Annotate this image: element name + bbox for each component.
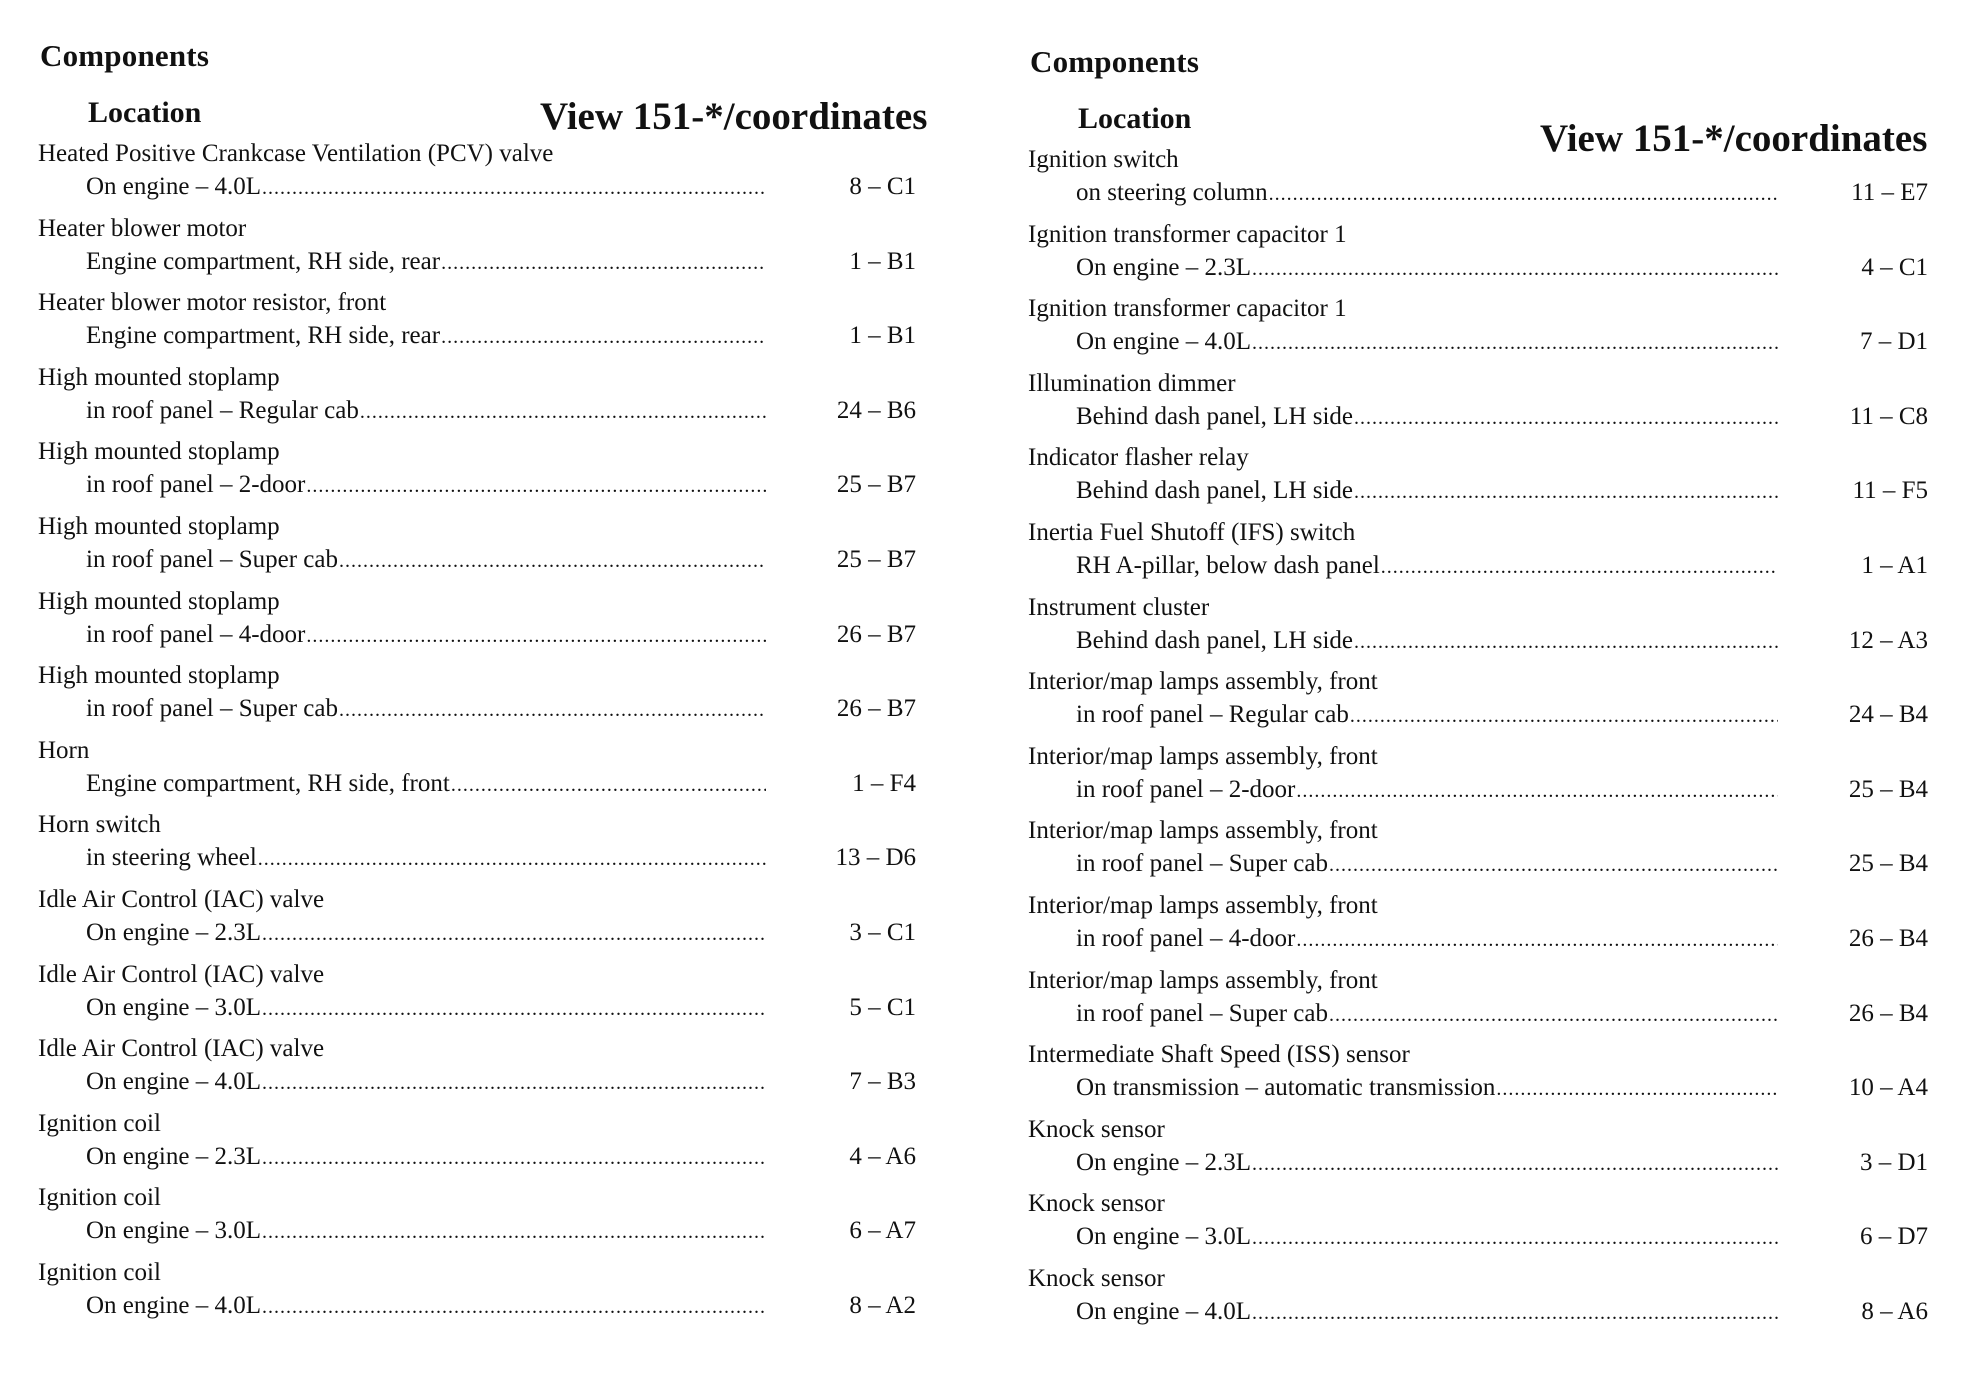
- component-location: On engine – 3.0L: [86, 1217, 261, 1245]
- component-location: Behind dash panel, LH side: [1076, 477, 1354, 505]
- component-location: Engine compartment, RH side, front: [86, 769, 450, 797]
- location-row: [1028, 1146, 1928, 1181]
- component-location: in steering wheel: [86, 844, 257, 872]
- view-coordinate: 3 – D1: [1859, 1148, 1928, 1176]
- location-row: [1028, 1071, 1928, 1106]
- dot-leader: [1354, 401, 1778, 435]
- location-row: [38, 170, 938, 205]
- view-coordinate: 13 – D6: [835, 844, 916, 872]
- location-row: [1028, 549, 1928, 584]
- dot-leader: [258, 842, 766, 876]
- location-cell: [1076, 549, 1778, 584]
- dot-leader: [262, 171, 766, 205]
- view-coordinate: 4 – A6: [849, 1142, 916, 1170]
- dot-leader: [262, 1066, 766, 1100]
- component-location: On engine – 2.3L: [1076, 253, 1251, 281]
- component-location: On engine – 4.0L: [1076, 328, 1251, 356]
- component-entry: [38, 586, 938, 661]
- location-cell: [1076, 847, 1778, 882]
- view-coordinate: 7 – B3: [849, 1068, 916, 1096]
- dot-leader: [262, 1290, 766, 1324]
- view-coordinate: 1 – B1: [849, 247, 916, 275]
- component-location: On engine – 2.3L: [86, 1142, 261, 1170]
- location-cell: [86, 1140, 766, 1175]
- location-cell: [1076, 474, 1778, 509]
- component-name: Idle Air Control (IAC) valve: [38, 960, 325, 988]
- dot-leader: [360, 395, 766, 429]
- dot-leader: [339, 544, 766, 578]
- component-name: Ignition transformer capacitor 1: [1028, 220, 1347, 248]
- dot-leader: [1252, 1296, 1778, 1330]
- location-column-header: Location: [88, 96, 202, 129]
- component-location: On transmission – automatic transmission: [1076, 1074, 1496, 1102]
- component-location: On engine – 3.0L: [86, 993, 261, 1021]
- dot-leader: [1252, 252, 1778, 286]
- location-cell: [86, 767, 766, 802]
- component-entry: [38, 287, 938, 362]
- location-row: [38, 543, 938, 578]
- component-entry: [38, 362, 938, 437]
- location-cell: [86, 991, 766, 1026]
- component-entry: [38, 959, 938, 1034]
- component-entry: [38, 1182, 938, 1257]
- component-entry: [38, 884, 938, 959]
- view-coordinate: 26 – B7: [836, 695, 916, 723]
- view-coordinate: 7 – D1: [1859, 328, 1928, 356]
- view-coordinate: 26 – B4: [1848, 924, 1928, 952]
- location-cell: [1076, 1071, 1778, 1106]
- location-cell: [1076, 922, 1778, 957]
- location-cell: [86, 1065, 766, 1100]
- view-coordinate: 10 – A4: [1848, 1074, 1928, 1102]
- location-cell: [1076, 176, 1778, 211]
- component-location: On engine – 4.0L: [1076, 1297, 1251, 1325]
- view-coordinate: 1 – A1: [1861, 551, 1928, 579]
- location-cell: [1076, 325, 1778, 360]
- component-name: High mounted stoplamp: [38, 363, 280, 391]
- component-name: Knock sensor: [1028, 1190, 1165, 1218]
- component-entry: [1028, 1263, 1928, 1338]
- dot-leader: [262, 992, 766, 1026]
- view-coordinate: 11 – F5: [1852, 477, 1928, 505]
- location-cell: [86, 916, 766, 951]
- component-name: Interior/map lamps assembly, front: [1028, 966, 1378, 994]
- location-row: [38, 916, 938, 951]
- component-entry: [38, 660, 938, 735]
- view-coordinate: 25 – B7: [836, 545, 916, 573]
- component-name: Ignition switch: [1028, 146, 1179, 173]
- location-row: [38, 1140, 938, 1175]
- location-row: [1028, 1295, 1928, 1330]
- component-location: Engine compartment, RH side, rear: [86, 247, 441, 275]
- location-cell: [86, 170, 766, 205]
- dot-leader: [339, 693, 766, 727]
- section-title: Components: [1030, 44, 1200, 79]
- location-row: [1028, 1220, 1928, 1255]
- component-location: in roof panel – Super cab: [1076, 850, 1329, 878]
- location-row: [38, 319, 938, 354]
- component-location: On engine – 4.0L: [86, 173, 261, 200]
- dot-leader: [1329, 848, 1778, 882]
- view-coordinate: 8 – A2: [849, 1291, 916, 1319]
- location-row: [38, 468, 938, 503]
- component-entry: [1028, 666, 1928, 741]
- location-row: [1028, 773, 1928, 808]
- view-coordinate: 11 – E7: [1851, 179, 1928, 206]
- dot-leader: [1354, 625, 1778, 659]
- component-name: Knock sensor: [1028, 1115, 1165, 1143]
- right-page: [1020, 0, 1980, 1376]
- component-location: Behind dash panel, LH side: [1076, 402, 1354, 430]
- component-name: Horn switch: [38, 811, 161, 839]
- dot-leader: [441, 320, 766, 354]
- component-location: On engine – 4.0L: [86, 1068, 261, 1096]
- view-coordinate: 5 – C1: [849, 993, 916, 1021]
- location-row: [38, 991, 938, 1026]
- view-coordinate: 12 – A3: [1848, 626, 1928, 654]
- location-cell: [1076, 1295, 1778, 1330]
- location-cell: [86, 319, 766, 354]
- dot-leader: [306, 469, 766, 503]
- component-name: Interior/map lamps assembly, front: [1028, 891, 1378, 919]
- dot-leader: [1381, 550, 1778, 584]
- view-coordinate: 25 – B7: [836, 471, 916, 499]
- location-row: [1028, 474, 1928, 509]
- component-location: in roof panel – 2-door: [1076, 775, 1296, 803]
- component-name: Ignition coil: [38, 1184, 161, 1212]
- view-coordinate: 11 – C8: [1849, 402, 1928, 430]
- component-location: on steering column: [1076, 179, 1268, 206]
- location-row: [1028, 176, 1928, 211]
- dot-leader: [1329, 998, 1778, 1032]
- component-name: Heater blower motor: [38, 214, 247, 242]
- component-name: Indicator flasher relay: [1028, 444, 1249, 472]
- component-name: Ignition coil: [38, 1109, 161, 1137]
- component-entry: [1028, 517, 1928, 592]
- component-entry: [1028, 1188, 1928, 1263]
- component-location: in roof panel – 4-door: [86, 620, 306, 648]
- component-name: Ignition transformer capacitor 1: [1028, 295, 1347, 323]
- component-entry: [38, 138, 938, 213]
- location-row: [38, 1289, 938, 1324]
- dot-leader: [451, 768, 766, 802]
- left-page: [30, 0, 990, 1376]
- component-entry: [1028, 293, 1928, 368]
- view-coordinate: 6 – A7: [849, 1217, 916, 1245]
- component-location: On engine – 2.3L: [1076, 1148, 1251, 1176]
- view-coordinate: 24 – B4: [1848, 701, 1928, 729]
- location-row: [1028, 922, 1928, 957]
- location-cell: [1076, 400, 1778, 435]
- component-location: On engine – 4.0L: [86, 1291, 261, 1319]
- component-entry: [1028, 815, 1928, 890]
- component-entry: [1028, 219, 1928, 294]
- component-name: Idle Air Control (IAC) valve: [38, 885, 325, 913]
- location-cell: [86, 692, 766, 727]
- component-entry: [1028, 965, 1928, 1040]
- component-name: Heated Positive Crankcase Ventilation (PCV) valve: [38, 140, 554, 167]
- view-coordinate: 1 – B1: [849, 322, 916, 350]
- location-row: [1028, 698, 1928, 733]
- view-coordinates-column-header: View 151-*/coordinates: [540, 95, 928, 138]
- dot-leader: [306, 619, 766, 653]
- component-name: Illumination dimmer: [1028, 369, 1236, 397]
- dot-leader: [1296, 923, 1778, 957]
- location-cell: [86, 543, 766, 578]
- location-row: [1028, 325, 1928, 360]
- location-row: [1028, 847, 1928, 882]
- component-entry: [38, 735, 938, 810]
- component-name: Heater blower motor resistor, front: [38, 289, 387, 317]
- view-coordinate: 26 – B7: [836, 620, 916, 648]
- component-location: in roof panel – Super cab: [86, 695, 339, 723]
- component-location: Engine compartment, RH side, rear: [86, 322, 441, 350]
- component-entry: [1028, 144, 1928, 219]
- component-name: Inertia Fuel Shutoff (IFS) switch: [1028, 518, 1356, 546]
- location-row: [38, 1214, 938, 1249]
- component-name: Ignition coil: [38, 1258, 161, 1286]
- location-cell: [1076, 1220, 1778, 1255]
- location-row: [38, 692, 938, 727]
- location-cell: [86, 1214, 766, 1249]
- component-name: Intermediate Shaft Speed (ISS) sensor: [1028, 1041, 1410, 1069]
- location-cell: [86, 1289, 766, 1324]
- component-location: Behind dash panel, LH side: [1076, 626, 1354, 654]
- component-name: High mounted stoplamp: [38, 662, 280, 690]
- location-row: [1028, 624, 1928, 659]
- location-row: [1028, 400, 1928, 435]
- location-column-header: Location: [1078, 102, 1192, 135]
- location-cell: [86, 468, 766, 503]
- location-cell: [1076, 251, 1778, 286]
- component-location: in roof panel – Super cab: [86, 545, 339, 573]
- component-entry: [38, 809, 938, 884]
- location-cell: [86, 841, 766, 876]
- component-name: High mounted stoplamp: [38, 438, 280, 466]
- location-cell: [1076, 624, 1778, 659]
- component-entry: [38, 1257, 938, 1332]
- component-location: in roof panel – 2-door: [86, 471, 306, 499]
- component-name: High mounted stoplamp: [38, 512, 280, 540]
- view-coordinate: 8 – A6: [1861, 1297, 1928, 1325]
- location-cell: [86, 394, 766, 429]
- dot-leader: [1269, 177, 1778, 211]
- view-coordinates-column-header: View 151-*/coordinates: [1540, 117, 1928, 160]
- view-coordinate: 6 – D7: [1859, 1223, 1928, 1251]
- component-name: Horn: [38, 736, 90, 764]
- location-cell: [1076, 1146, 1778, 1181]
- component-name: High mounted stoplamp: [38, 587, 280, 615]
- dot-leader: [262, 917, 766, 951]
- component-location: in roof panel – 4-door: [1076, 924, 1296, 952]
- component-entry: [38, 436, 938, 511]
- component-entry: [1028, 741, 1928, 816]
- component-list: [38, 138, 938, 1332]
- view-coordinate: 1 – F4: [852, 769, 916, 797]
- component-entry: [38, 511, 938, 586]
- location-row: [38, 1065, 938, 1100]
- component-location: in roof panel – Super cab: [1076, 999, 1329, 1027]
- view-coordinate: 26 – B4: [1848, 999, 1928, 1027]
- component-entry: [38, 1033, 938, 1108]
- view-coordinate: 3 – C1: [849, 918, 916, 946]
- component-location: On engine – 2.3L: [86, 918, 261, 946]
- location-row: [1028, 997, 1928, 1032]
- view-coordinate: 25 – B4: [1848, 850, 1928, 878]
- location-cell: [1076, 773, 1778, 808]
- component-entry: [1028, 890, 1928, 965]
- location-row: [1028, 251, 1928, 286]
- location-cell: [86, 245, 766, 280]
- view-coordinate: 4 – C1: [1861, 253, 1928, 281]
- dot-leader: [1354, 475, 1778, 509]
- component-name: Instrument cluster: [1028, 593, 1210, 621]
- component-location: in roof panel – Regular cab: [1076, 701, 1349, 729]
- location-row: [38, 394, 938, 429]
- component-entry: [1028, 1114, 1928, 1189]
- location-row: [38, 245, 938, 280]
- component-entry: [1028, 368, 1928, 443]
- component-location: RH A-pillar, below dash panel: [1076, 551, 1380, 579]
- dot-leader: [1350, 699, 1778, 733]
- location-cell: [1076, 997, 1778, 1032]
- dot-leader: [1252, 1147, 1778, 1181]
- component-name: Knock sensor: [1028, 1264, 1165, 1292]
- dot-leader: [441, 246, 766, 280]
- component-entry: [1028, 592, 1928, 667]
- component-entry: [1028, 1039, 1928, 1114]
- dot-leader: [1252, 326, 1778, 360]
- component-entry: [38, 1108, 938, 1183]
- view-coordinate: 8 – C1: [849, 173, 916, 200]
- view-coordinate: 25 – B4: [1848, 775, 1928, 803]
- section-title: Components: [40, 38, 210, 73]
- view-coordinate: 24 – B6: [836, 396, 916, 424]
- location-row: [38, 841, 938, 876]
- location-row: [38, 767, 938, 802]
- component-entry: [1028, 442, 1928, 517]
- component-location: On engine – 3.0L: [1076, 1223, 1251, 1251]
- dot-leader: [262, 1215, 766, 1249]
- component-name: Interior/map lamps assembly, front: [1028, 742, 1378, 770]
- component-name: Interior/map lamps assembly, front: [1028, 817, 1378, 845]
- component-name: Interior/map lamps assembly, front: [1028, 668, 1378, 696]
- location-cell: [86, 618, 766, 653]
- component-name: Idle Air Control (IAC) valve: [38, 1035, 325, 1063]
- location-cell: [1076, 698, 1778, 733]
- location-row: [38, 618, 938, 653]
- dot-leader: [262, 1141, 766, 1175]
- component-entry: [38, 213, 938, 288]
- component-list: [1028, 144, 1928, 1338]
- dot-leader: [1296, 774, 1778, 808]
- component-location: in roof panel – Regular cab: [86, 396, 359, 424]
- dot-leader: [1252, 1221, 1778, 1255]
- dot-leader: [1496, 1072, 1778, 1106]
